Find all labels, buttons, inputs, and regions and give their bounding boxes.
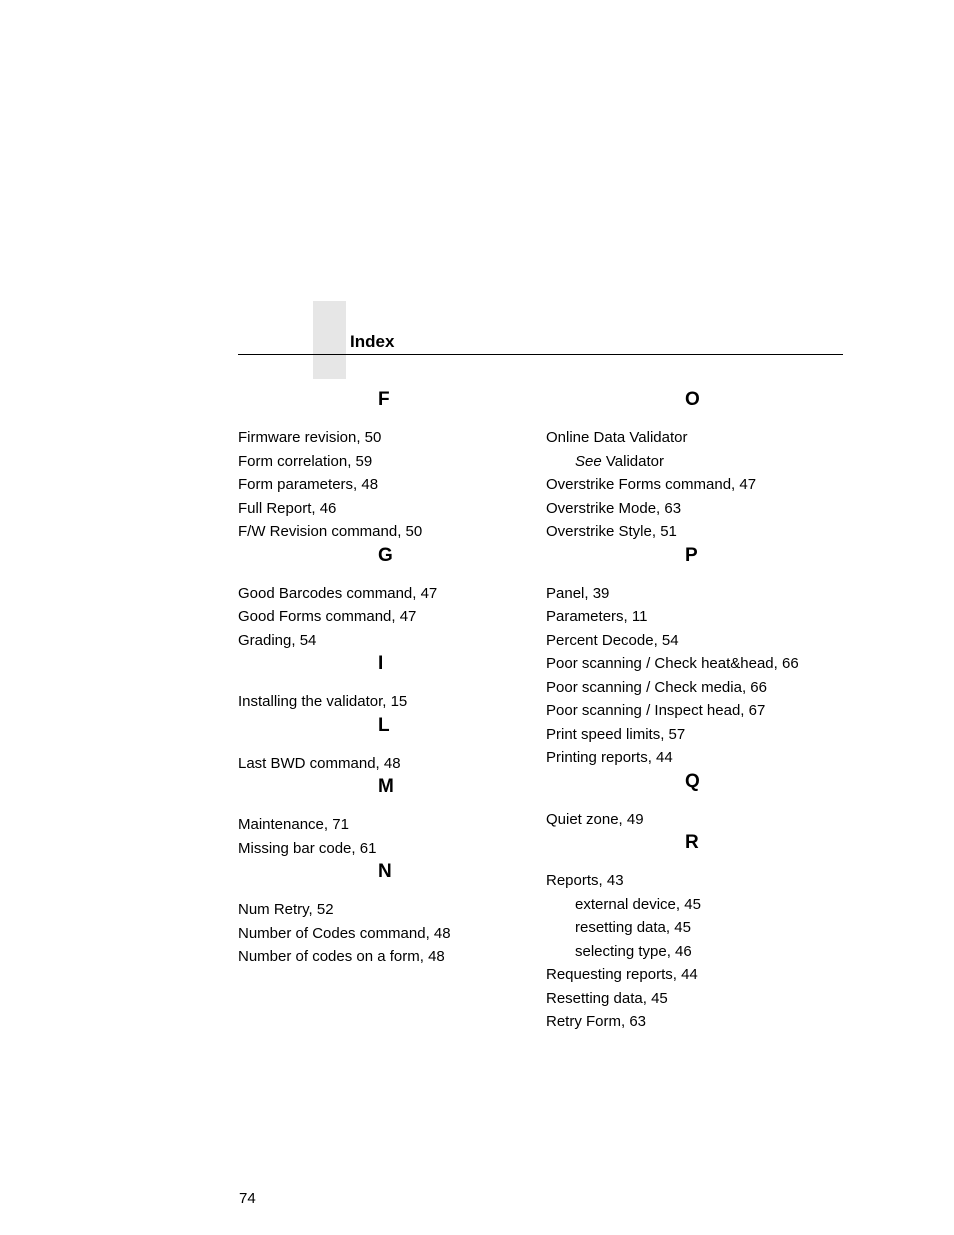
page-title: Index <box>350 332 395 351</box>
section-letter-p: P <box>685 544 698 566</box>
index-entry: Resetting data, 45 <box>546 989 668 1007</box>
index-entry: Percent Decode, 54 <box>546 631 679 649</box>
index-entry: Full Report, 46 <box>238 499 337 517</box>
index-entry: Poor scanning / Inspect head, 67 <box>546 702 766 719</box>
index-entry: Installing the validator, 15 <box>238 693 408 710</box>
header-tab-marker <box>313 301 346 379</box>
section-letter-n: N <box>378 861 392 882</box>
index-subentry: external device, 45 <box>575 895 701 913</box>
index-entry: Overstrike Mode, 63 <box>546 499 682 517</box>
section-letter-q: Q <box>685 770 700 792</box>
section-letter-f: F <box>378 389 390 410</box>
index-entry: Reports, 43 <box>546 872 624 889</box>
index-entry: Number of Codes command, 48 <box>238 924 451 942</box>
index-subentry: selecting type, 46 <box>575 942 692 960</box>
index-entry: Number of codes on a form, 48 <box>238 948 445 965</box>
see-reference-target: Validator <box>605 452 664 470</box>
index-entry: Form parameters, 48 <box>238 476 379 493</box>
section-letter-i: I <box>378 653 384 674</box>
index-entry: Requesting reports, 44 <box>546 966 698 983</box>
index-column-left <box>238 388 538 969</box>
section-letter-l: L <box>378 714 390 736</box>
page-number: 74 <box>239 1190 256 1207</box>
see-reference-label: See <box>575 452 602 470</box>
index-entry: Missing bar code, 61 <box>238 839 377 857</box>
index-entry: Quiet zone, 49 <box>546 810 644 828</box>
index-entry: Panel, 39 <box>546 584 610 602</box>
index-entry: Printing reports, 44 <box>546 749 673 766</box>
section-letter-m: M <box>378 776 394 797</box>
index-entry: Retry Form, 63 <box>546 1013 647 1030</box>
index-entry: Parameters, 11 <box>546 608 648 625</box>
index-entry: F/W Revision command, 50 <box>238 523 423 540</box>
header-rule <box>238 354 843 355</box>
section-letter-r: R <box>685 832 699 853</box>
index-entry: Poor scanning / Check media, 66 <box>546 678 767 696</box>
index-entry: Good Forms command, 47 <box>238 608 417 625</box>
index-entry: Print speed limits, 57 <box>546 725 686 743</box>
section-letter-g: G <box>378 544 393 566</box>
index-entry: Overstrike Style, 51 <box>546 523 677 540</box>
section-letter-o: O <box>685 389 700 410</box>
index-entry: Good Barcodes command, 47 <box>238 584 438 602</box>
index-entry: Maintenance, 71 <box>238 816 349 833</box>
index-entry: Overstrike Forms command, 47 <box>546 476 757 493</box>
index-subentry-see <box>546 450 846 474</box>
index-subentry: resetting data, 45 <box>575 919 691 936</box>
index-entry: Online Data Validator <box>546 429 688 446</box>
index-entry: Form correlation, 59 <box>238 452 373 470</box>
index-column-right <box>546 388 846 1034</box>
index-entry: Grading, 54 <box>238 631 317 649</box>
index-entry: Last BWD command, 48 <box>238 754 401 772</box>
index-entry: Firmware revision, 50 <box>238 429 382 446</box>
index-entry: Num Retry, 52 <box>238 901 334 918</box>
index-entry: Poor scanning / Check heat&head, 66 <box>546 655 799 672</box>
